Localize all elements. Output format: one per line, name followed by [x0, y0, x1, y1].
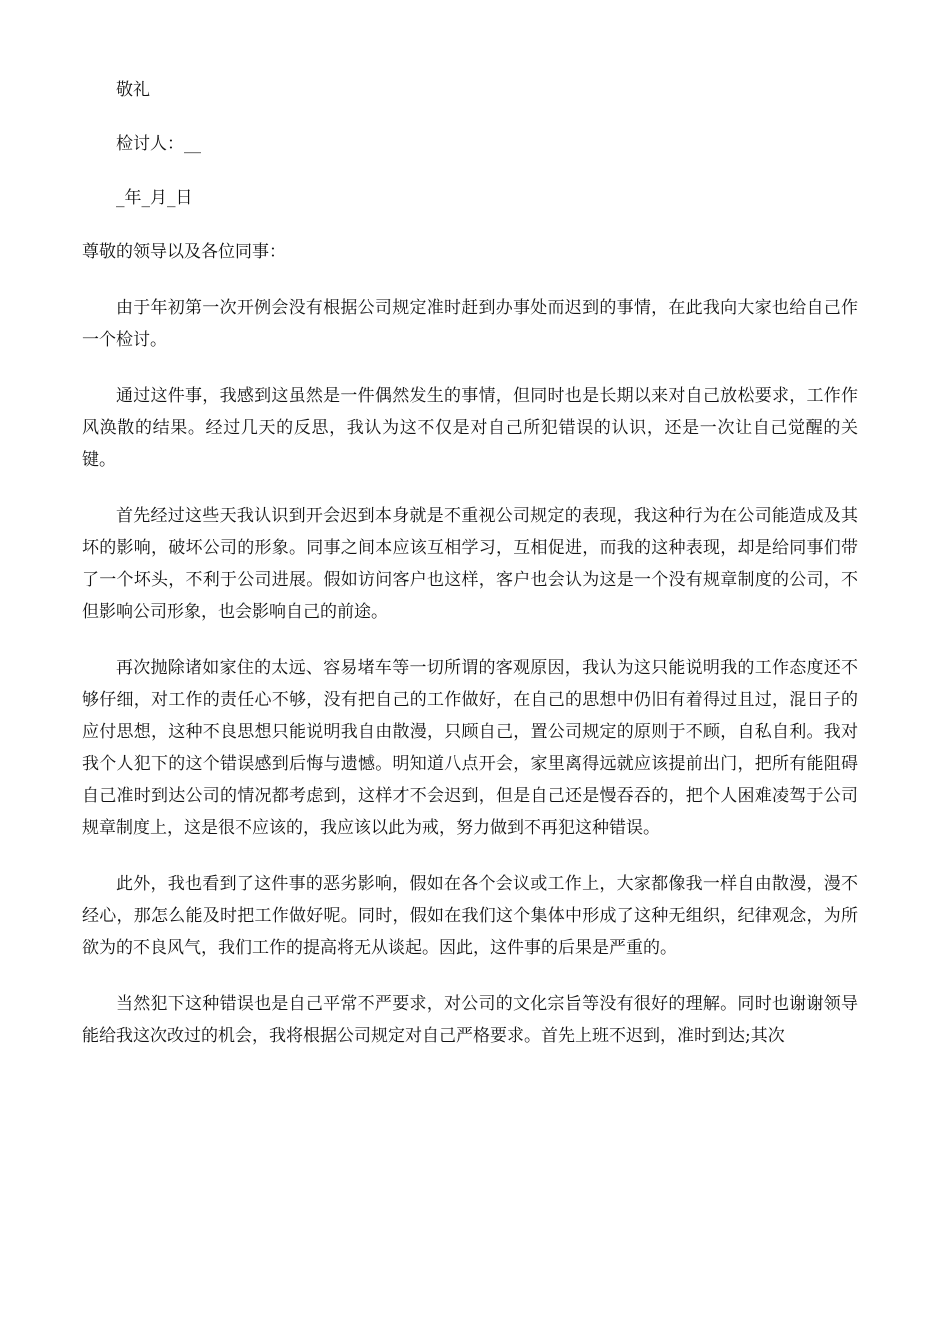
paragraph-4: 再次抛除诸如家住的太远、容易堵车等一切所谓的客观原因，我认为这只能说明我的工作态度还不够仔细，对工作的责任心不够，没有把自己的工作做好，在自己的思想中仍旧有着得过且过，混日子的应付思想，这种不良思想只能说明我自由散漫，只顾自己，置公司规定的原则于不顾，自私自利。我对我个人犯下的这个错误感到后悔与遗憾。明知道八点开会，家里离得远就应该提前出门，把所有能阻碍自己准时到达公司的情况都考虑到，这样才不会迟到，但是自己还是慢吞吞的，把个人困难凌驾于公司规章制度上，这是很不应该的，我应该以此为戒，努力做到不再犯这种错误。: [82, 658, 858, 838]
document-page: [82, 74, 858, 1076]
letter-salutation: 尊敬的领导以及各位同事：: [82, 242, 286, 262]
closing-date: _年_月_日: [116, 188, 193, 208]
paragraph-5: 此外，我也看到了这件事的恶劣影响，假如在各个会议或工作上，大家都像我一样自由散漫，漫不经心，那怎么能及时把工作做好呢。同时，假如在我们这个集体中形成了这种无组织，纪律观念，为所欲为的不良风气，我们工作的提高将无从谈起。因此，这件事的后果是严重的。: [82, 874, 858, 958]
closing-regards: 敬礼: [116, 80, 150, 100]
paragraph-1: 由于年初第一次开例会没有根据公司规定准时赶到办事处而迟到的事情，在此我向大家也给自己作一个检讨。: [82, 298, 858, 350]
paragraph-2: 通过这件事，我感到这虽然是一件偶然发生的事情，但同时也是长期以来对自己放松要求，工作作风涣散的结果。经过几天的反思，我认为这不仅是对自己所犯错误的认识，还是一次让自己觉醒的关键。: [82, 386, 858, 470]
closing-signer: 检讨人：__: [116, 134, 201, 154]
paragraph-3: 首先经过这些天我认识到开会迟到本身就是不重视公司规定的表现，我这种行为在公司能造成及其坏的影响，破坏公司的形象。同事之间本应该互相学习，互相促进，而我的这种表现，却是给同事们带了一个坏头，不利于公司进展。假如访问客户也这样，客户也会认为这是一个没有规章制度的公司，不但影响公司形象，也会影响自己的前途。: [82, 506, 858, 622]
paragraph-6: 当然犯下这种错误也是自己平常不严要求，对公司的文化宗旨等没有很好的理解。同时也谢谢领导能给我这次改过的机会，我将根据公司规定对自己严格要求。首先上班不迟到，准时到达;其次: [82, 994, 858, 1046]
